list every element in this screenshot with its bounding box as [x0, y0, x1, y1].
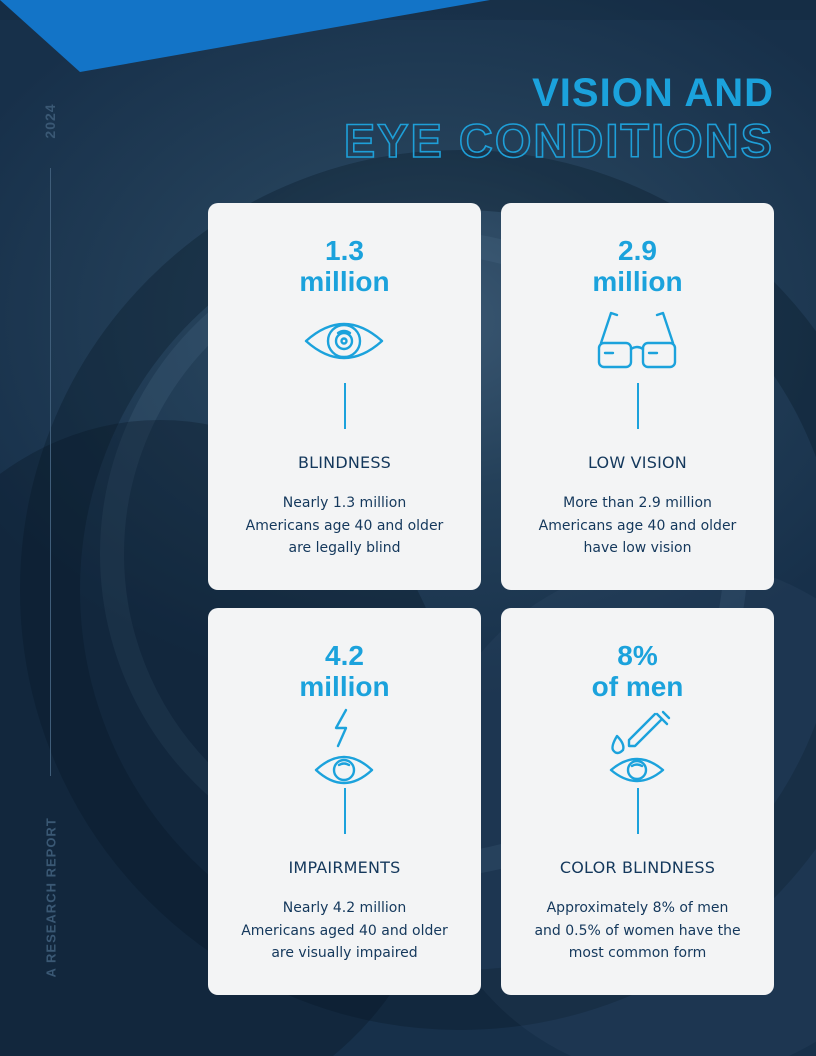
eye-lightning-icon — [294, 708, 394, 788]
desc-line: and 0.5% of women have the — [534, 922, 741, 939]
stat-number: 1.3 — [325, 235, 364, 266]
stat-unit: million — [592, 266, 683, 297]
eye-dropper-icon — [587, 708, 687, 788]
desc-line: have low vision — [583, 540, 692, 556]
eye-icon — [294, 303, 394, 383]
desc-line: Americans age 40 and older — [538, 517, 737, 534]
card-label: COLOR BLINDNESS — [559, 858, 716, 877]
card-label: BLINDNESS — [297, 453, 392, 472]
stat-unit: of men — [591, 671, 684, 702]
stat-unit: million — [299, 671, 390, 702]
desc-line: Americans aged 40 and older — [241, 922, 448, 939]
desc-line: Americans age 40 and older — [245, 517, 444, 534]
stat-number: 2.9 — [618, 235, 657, 266]
desc-line: Approximately 8% of men — [546, 900, 729, 916]
desc-line: most common form — [568, 945, 707, 961]
card-divider — [637, 788, 639, 834]
side-divider-line — [50, 168, 51, 776]
card-description — [222, 897, 467, 965]
desc-line: More than 2.9 million — [563, 495, 712, 511]
stat-value — [501, 235, 774, 297]
stat-value — [208, 640, 481, 702]
stat-value — [501, 640, 774, 702]
card-description — [515, 492, 760, 560]
desc-line: are legally blind — [288, 540, 401, 556]
glasses-icon — [587, 303, 687, 383]
stat-unit: million — [299, 266, 390, 297]
card-label: IMPAIRMENTS — [288, 858, 401, 877]
desc-line: Nearly 1.3 million — [282, 495, 407, 511]
card-divider — [344, 383, 346, 429]
stat-card-color-blindness — [501, 608, 774, 995]
stat-value — [208, 235, 481, 297]
card-divider — [344, 788, 346, 834]
page-title-line-1: VISION AND — [532, 71, 774, 115]
card-label: LOW VISION — [588, 453, 687, 472]
desc-line: Nearly 4.2 million — [282, 900, 407, 916]
stat-card-blindness — [208, 203, 481, 590]
report-label: A RESEARCH REPORT — [43, 817, 59, 978]
desc-line: are visually impaired — [271, 945, 418, 961]
stat-card-impairments — [208, 608, 481, 995]
card-description — [515, 897, 760, 965]
card-divider — [637, 383, 639, 429]
card-description — [222, 492, 467, 560]
stat-card-low-vision — [501, 203, 774, 590]
page-title-line-2: EYE CONDITIONS — [343, 114, 774, 167]
year-label: 2024 — [42, 103, 58, 139]
stat-number: 4.2 — [325, 640, 364, 671]
stat-number: 8% — [617, 640, 658, 671]
